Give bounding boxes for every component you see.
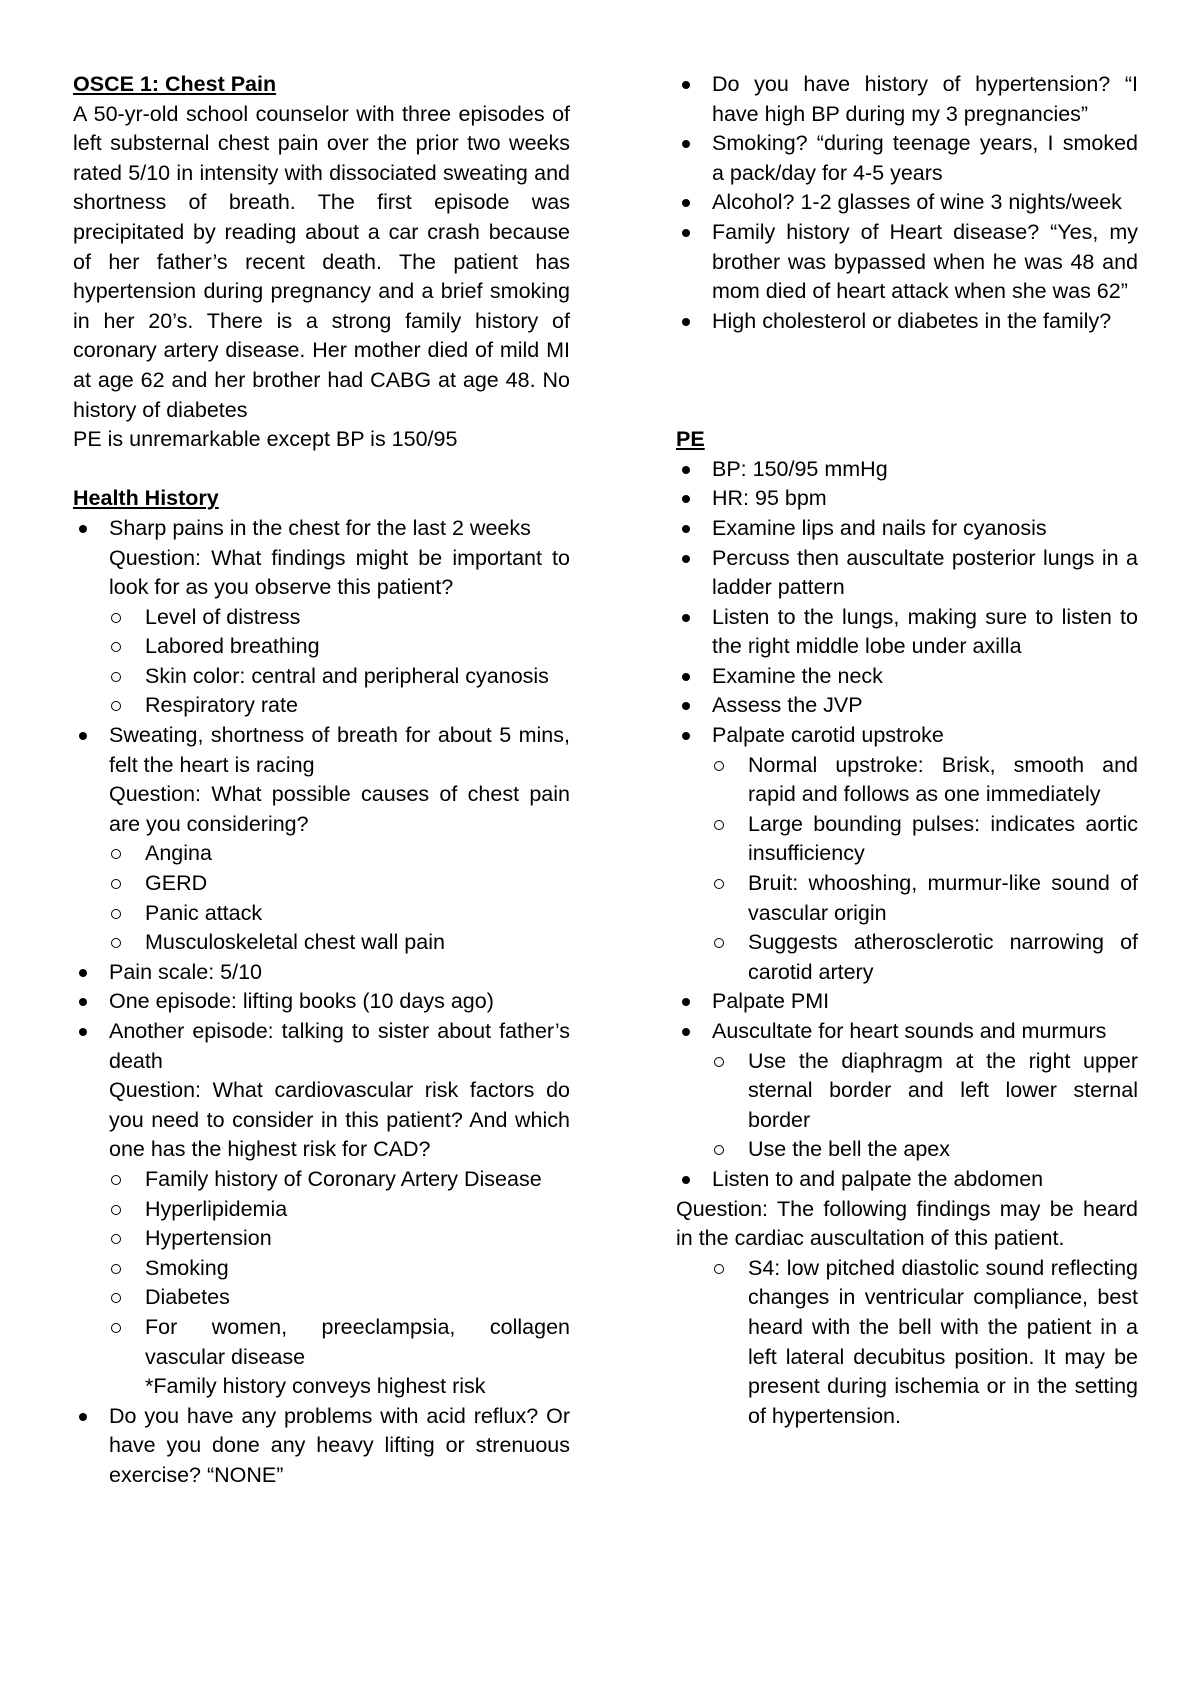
list-item: Respiratory rate <box>73 691 570 721</box>
pe-list-b <box>676 987 1138 1046</box>
list-item: Sweating, shortness of breath for about 5 mins, felt the heart is racing <box>73 721 570 780</box>
list-item: One episode: lifting books (10 days ago) <box>73 987 570 1017</box>
risk-factors-list <box>73 1165 570 1372</box>
list-item: Hypertension <box>73 1224 570 1254</box>
question-causes: Question: What possible causes of chest pain are you considering? <box>109 782 570 836</box>
list-item: BP: 150/95 mmHg <box>676 455 1138 485</box>
carotid-sublist <box>676 751 1138 988</box>
list-item: Smoking? “during teenage years, I smoked a pack/day for 4-5 years <box>676 129 1138 188</box>
risk-note: *Family history conveys highest risk <box>145 1374 486 1399</box>
causes-list <box>73 839 570 957</box>
pe-heading: PE <box>676 427 705 452</box>
list-item: Suggests atherosclerotic narrowing of carotid artery <box>676 928 1138 987</box>
list-item: Examine lips and nails for cyanosis <box>676 514 1138 544</box>
hh-list-2 <box>73 721 570 780</box>
list-item: Use the diaphragm at the right upper sternal border and left lower sternal border <box>676 1047 1138 1136</box>
question-risk-factors: Question: What cardiovascular risk factors do you need to consider in this patient? And which one has the highest risk for CAD? <box>109 1078 570 1162</box>
list-item: Do you have any problems with acid reflux? Or have you done any heavy lifting or strenuous exercise? “NONE” <box>73 1402 570 1491</box>
list-item: Labored breathing <box>73 632 570 662</box>
auscultate-sublist <box>676 1047 1138 1165</box>
health-history-heading: Health History <box>73 486 219 511</box>
list-item: HR: 95 bpm <box>676 484 1138 514</box>
hh-list-1 <box>73 514 570 544</box>
list-item: Skin color: central and peripheral cyanosis <box>73 662 570 692</box>
list-item: Diabetes <box>73 1283 570 1313</box>
list-item: Auscultate for heart sounds and murmurs <box>676 1017 1138 1047</box>
case-description: A 50-yr-old school counselor with three episodes of left substernal chest pain over the prior two weeks rated 5/10 in intensity with dissociated sweating and shortness of breath. The first episode was precipitated by reading about a car crash because of her father’s recent death. The patient has hypertension during pregnancy and a brief smoking in her 20’s. There is a strong family history of coronary artery disease. Her mother died of mild MI at age 62 and her brother had CABG at age 48. No history of diabetes <box>73 101 570 422</box>
left-column <box>73 70 570 1491</box>
hh-list-4 <box>73 1402 570 1491</box>
list-item: Palpate PMI <box>676 987 1138 1017</box>
list-item: Percuss then auscultate posterior lungs in a ladder pattern <box>676 544 1138 603</box>
list-item: Angina <box>73 839 570 869</box>
list-item: Assess the JVP <box>676 691 1138 721</box>
s4-list <box>676 1254 1138 1432</box>
findings-list <box>73 603 570 721</box>
question-findings: Question: What findings might be important to look for as you observe this patient? <box>109 545 570 600</box>
pe-summary: PE is unremarkable except BP is 150/95 <box>73 427 458 452</box>
list-item: Musculoskeletal chest wall pain <box>73 928 570 958</box>
page-title: OSCE 1: Chest Pain <box>73 72 277 96</box>
list-item: For women, preeclampsia, collagen vascular disease <box>73 1313 570 1372</box>
list-item: S4: low pitched diastolic sound reflecting changes in ventricular compliance, best heard with the bell with the patient in a left lateral decubitus position. It may be present during ischemia or in the setting of hypertension. <box>676 1254 1138 1432</box>
list-item: Level of distress <box>73 603 570 633</box>
list-item: Another episode: talking to sister about father’s death <box>73 1017 570 1076</box>
list-item: Listen to the lungs, making sure to listen to the right middle lobe under axilla <box>676 603 1138 662</box>
list-item: Normal upstroke: Brisk, smooth and rapid and follows as one immediately <box>676 751 1138 810</box>
list-item: Panic attack <box>73 899 570 929</box>
list-item: Bruit: whooshing, murmur-like sound of vascular origin <box>676 869 1138 928</box>
list-item: Family history of Heart disease? “Yes, my brother was bypassed when he was 48 and mom died of heart attack when she was 62” <box>676 218 1138 307</box>
list-item: Large bounding pulses: indicates aortic insufficiency <box>676 810 1138 869</box>
list-item: Use the bell the apex <box>676 1135 1138 1165</box>
hh-list-3 <box>73 958 570 1076</box>
history-questions-list <box>676 70 1138 336</box>
list-item: Do you have history of hypertension? “I have high BP during my 3 pregnancies” <box>676 70 1138 129</box>
list-item: Sharp pains in the chest for the last 2 weeks <box>73 514 570 544</box>
list-item: GERD <box>73 869 570 899</box>
list-item: Family history of Coronary Artery Disease <box>73 1165 570 1195</box>
list-item: Palpate carotid upstroke <box>676 721 1138 751</box>
pe-list-a <box>676 455 1138 751</box>
list-item: Pain scale: 5/10 <box>73 958 570 988</box>
list-item: Alcohol? 1-2 glasses of wine 3 nights/week <box>676 188 1138 218</box>
list-item: Hyperlipidemia <box>73 1195 570 1225</box>
list-item: High cholesterol or diabetes in the family? <box>676 307 1138 337</box>
list-item: Listen to and palpate the abdomen <box>676 1165 1138 1195</box>
list-item: Smoking <box>73 1254 570 1284</box>
list-item: Examine the neck <box>676 662 1138 692</box>
question-auscultation: Question: The following findings may be heard in the cardiac auscultation of this patient. <box>676 1196 1138 1251</box>
pe-list-c <box>676 1165 1138 1195</box>
right-column <box>676 70 1138 1431</box>
